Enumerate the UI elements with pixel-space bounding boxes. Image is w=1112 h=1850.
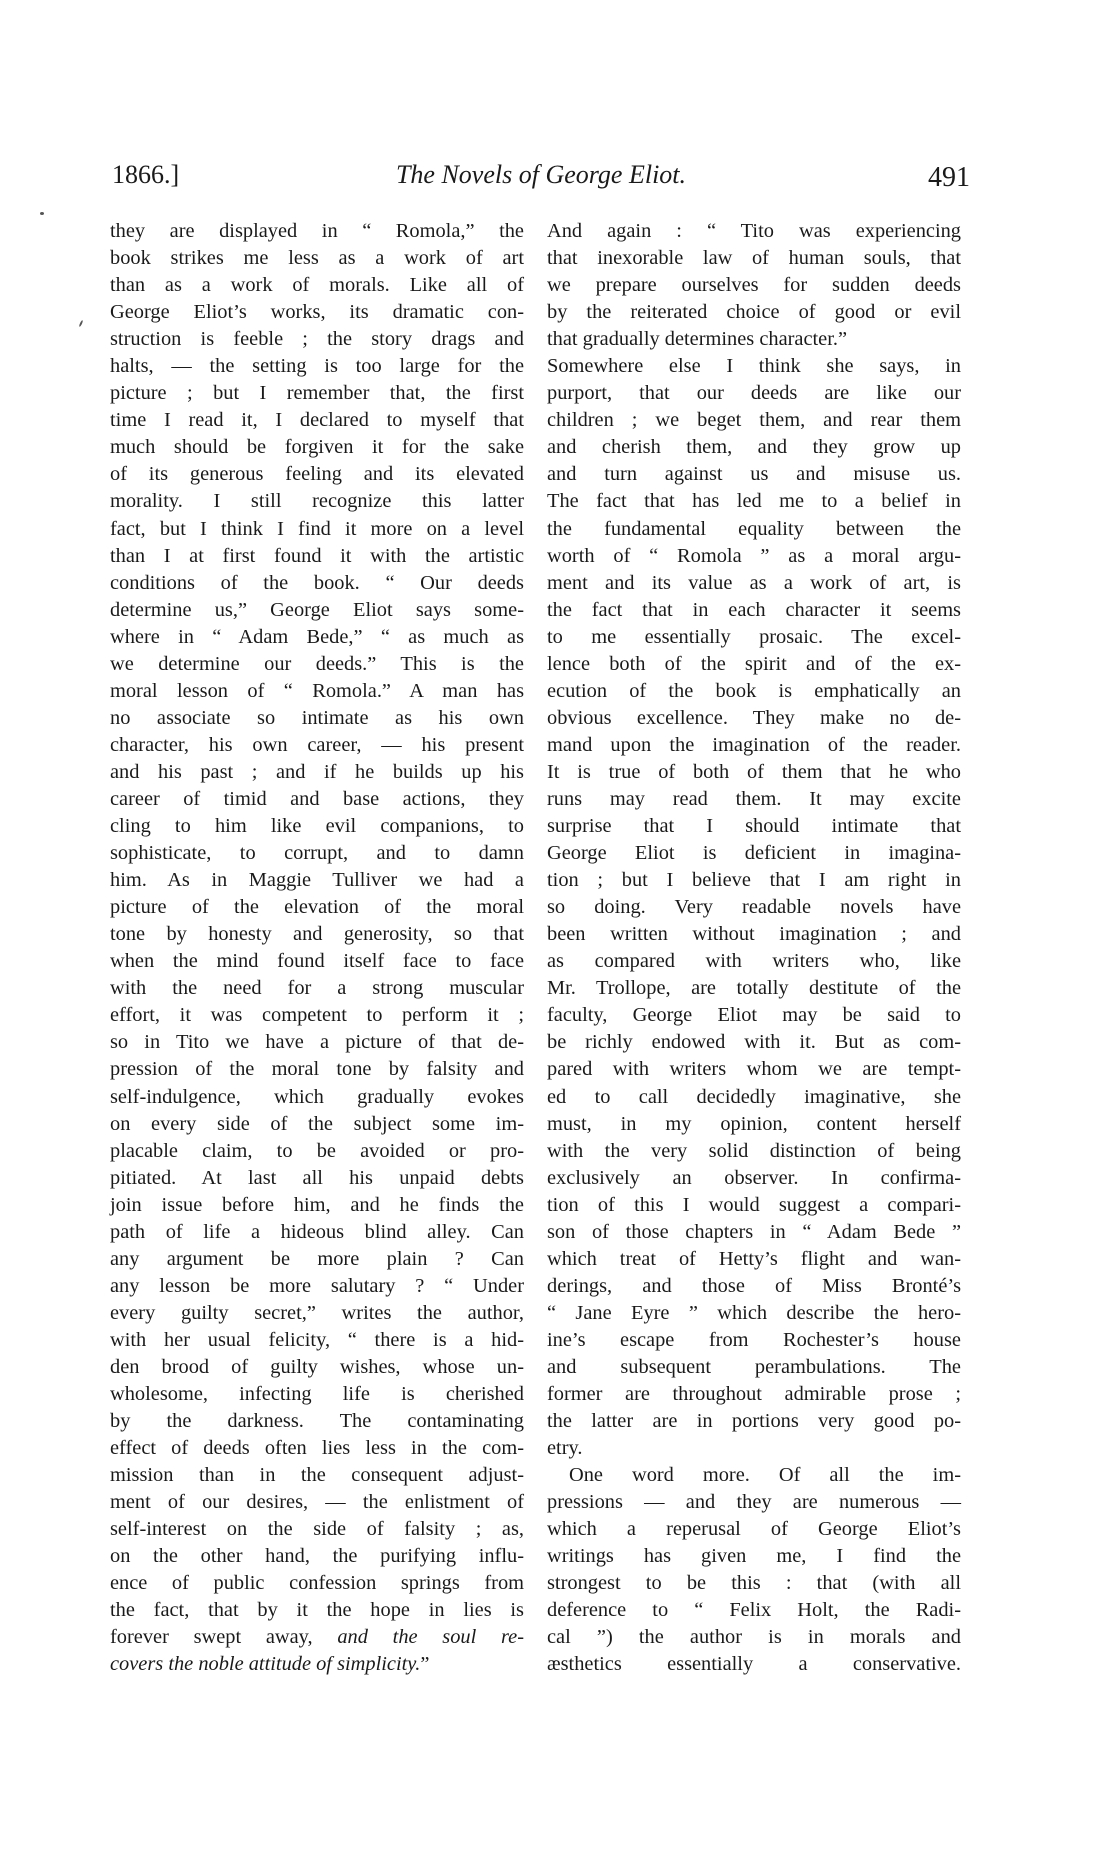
text-line: former are throughout admirable prose ; <box>547 1383 961 1406</box>
text-line: Mr. Trollope, are totally destitute of the <box>547 977 961 1000</box>
text-line: and his past ; and if he builds up his <box>110 760 524 783</box>
text-line: ment and its value as a work of art, is <box>547 571 961 594</box>
text-line: æsthetics essentially a conservative. <box>547 1653 961 1676</box>
text-line: runs may read them. It may excite <box>547 787 961 810</box>
text-line <box>110 1651 524 1678</box>
text-line: tone by honesty and generosity, so that <box>110 923 524 946</box>
header-year: 1866.] <box>112 160 180 189</box>
running-head <box>112 160 970 200</box>
text-line: with her usual felicity, “ there is a hid- <box>110 1328 524 1351</box>
text-line: the latter are in portions very good po- <box>547 1410 961 1433</box>
text-line: son of those chapters in “ Adam Bede ” <box>547 1220 961 1243</box>
text-line: conditions of the book. “ Our deeds <box>110 571 524 594</box>
text-line: much should be forgiven it for the sake <box>110 436 524 459</box>
header-title: The Novels of George Eliot. <box>395 160 687 189</box>
text-line: One word more. Of all the im- <box>569 1464 961 1487</box>
text-line: pared with writers whom we are tempt- <box>547 1058 961 1081</box>
text-line: join issue before him, and he finds the <box>110 1193 524 1216</box>
text-line: be richly endowed with it. But as com- <box>547 1031 961 1054</box>
text-line: which treat of Hetty’s flight and wan- <box>547 1247 961 1270</box>
text-line: every guilty secret,” writes the author, <box>110 1301 524 1324</box>
text-line: on the other hand, the purifying influ- <box>110 1545 524 1568</box>
text-line: picture ; but I remember that, the first <box>110 382 524 405</box>
text-line: with the very solid distinction of being <box>547 1139 961 1162</box>
text-line: ine’s escape from Rochester’s house <box>547 1328 961 1351</box>
text-line: morality. I still recognize this latter <box>110 490 524 513</box>
text-line: on every side of the subject some im- <box>110 1112 524 1135</box>
left-column <box>110 218 524 1679</box>
text-line: moral lesson of “ Romola.” A man has <box>110 679 524 702</box>
text-line: and turn against us and misuse us. <box>547 463 961 486</box>
text-line: The fact that has led me to a belief in <box>547 490 961 513</box>
margin-mark <box>79 320 84 327</box>
text-line: with the need for a strong muscular <box>110 977 524 1000</box>
text-line <box>110 1624 524 1651</box>
right-column <box>547 218 961 1679</box>
text-line: than I at first found it with the artistic <box>110 544 524 567</box>
text-line: and subsequent perambulations. The <box>547 1355 961 1378</box>
text-line: etry. <box>547 1437 583 1460</box>
text-line: tion ; but I believe that I am right in <box>547 869 961 892</box>
text-line: by the darkness. The contaminating <box>110 1410 524 1433</box>
text-line: Somewhere else I think she says, in <box>547 355 961 378</box>
text-line: faculty, George Eliot may be said to <box>547 1004 961 1027</box>
text-line: effect of deeds often lies less in the com- <box>110 1437 524 1460</box>
text-line: of its generous feeling and its elevated <box>110 463 524 486</box>
text-line: fact, but I think I find it more on a level <box>110 517 524 540</box>
text-line: character, his own career, — his present <box>110 733 524 756</box>
text-line: cling to him like evil companions, to <box>110 815 524 838</box>
text-line: the fact that in each character it seems <box>547 598 961 621</box>
text-line: ence of public confession springs from <box>110 1572 524 1595</box>
text-line: we determine our deeds.” This is the <box>110 652 524 675</box>
text-line: children ; we beget them, and rear them <box>547 409 961 432</box>
text-line: surprise that I should intimate that <box>547 815 961 838</box>
page-number: 491 <box>928 162 970 193</box>
italic-run: covers the noble attitude of simplicity. <box>110 1653 421 1676</box>
text-line: George Eliot is deficient in imagina- <box>547 842 961 865</box>
italic-run: and the soul re- <box>337 1626 524 1649</box>
text-line: and cherish them, and they grow up <box>547 436 961 459</box>
text-line: wholesome, infecting life is cherished <box>110 1383 524 1406</box>
text-line: It is true of both of them that he who <box>547 760 961 783</box>
text-line: placable claim, to be avoided or pro- <box>110 1139 524 1162</box>
text-line: which a reperusal of George Eliot’s <box>547 1518 961 1541</box>
text-line: as compared with writers who, like <box>547 950 961 973</box>
text-line: where in “ Adam Bede,” “ as much as <box>110 625 524 648</box>
text-line: tion of this I would suggest a compari- <box>547 1193 961 1216</box>
text-line: self-interest on the side of falsity ; as, <box>110 1518 524 1541</box>
text-line: strongest to be this : that (with all <box>547 1572 961 1595</box>
text-line: pitiated. At last all his unpaid debts <box>110 1166 524 1189</box>
text-line: they are displayed in “ Romola,” the <box>110 220 524 242</box>
text-line: to me essentially prosaic. The excel- <box>547 625 961 648</box>
text-line: that inexorable law of human souls, that <box>547 247 961 270</box>
text-line: mission than in the consequent adjust- <box>110 1464 524 1487</box>
text-line: struction is feeble ; the story drags and <box>110 328 524 351</box>
text-line: must, in my opinion, content herself <box>547 1112 961 1135</box>
text-line: book strikes me less as a work of art <box>110 247 524 270</box>
text-line: path of life a hideous blind alley. Can <box>110 1220 524 1243</box>
text-line: by the reiterated choice of good or evil <box>547 301 961 324</box>
text-line: when the mind found itself face to face <box>110 950 524 973</box>
text-line: than as a work of morals. Like all of <box>110 274 524 297</box>
text-line: career of timid and base actions, they <box>110 787 524 810</box>
text-line: cal ”) the author is in morals and <box>547 1626 961 1649</box>
text-line: been written without imagination ; and <box>547 923 961 946</box>
text-line: mand upon the imagination of the reader. <box>547 733 961 756</box>
text-line: him. As in Maggie Tulliver we had a <box>110 869 524 892</box>
text-line: that gradually determines character.” <box>547 328 848 351</box>
text-run: forever swept away, <box>110 1626 338 1649</box>
text-line: purport, that our deeds are like our <box>547 382 961 405</box>
text-line: George Eliot’s works, its dramatic con- <box>110 301 524 324</box>
text-line: no associate so intimate as his own <box>110 706 524 729</box>
text-line: worth of “ Romola ” as a moral argu- <box>547 544 961 567</box>
text-line: time I read it, I declared to myself that <box>110 409 524 432</box>
text-line: we prepare ourselves for sudden deeds <box>547 274 961 297</box>
text-line: “ Jane Eyre ” which describe the hero- <box>547 1301 961 1324</box>
text-line: halts, — the setting is too large for the <box>110 355 524 378</box>
text-line: den brood of guilty wishes, whose un- <box>110 1355 524 1378</box>
text-line: the fundamental equality between the <box>547 517 961 540</box>
text-line: deference to “ Felix Holt, the Radi- <box>547 1599 961 1622</box>
text-line: lence both of the spirit and of the ex- <box>547 652 961 675</box>
text-line: any lesson be more salutary ? “ Under <box>110 1274 524 1297</box>
text-line: And again : “ Tito was experiencing <box>547 220 961 242</box>
text-line: writings has given me, I find the <box>547 1545 961 1568</box>
text-line: effort, it was competent to perform it ; <box>110 1004 524 1027</box>
text-line: ecution of the book is emphatically an <box>547 679 961 702</box>
text-line: self-indulgence, which gradually evokes <box>110 1085 524 1108</box>
text-line: any argument be more plain ? Can <box>110 1247 524 1270</box>
text-line: obvious excellence. They make no de- <box>547 706 961 729</box>
text-line: so doing. Very readable novels have <box>547 896 961 919</box>
margin-mark <box>40 212 44 215</box>
text-line: pression of the moral tone by falsity and <box>110 1058 524 1081</box>
text-line: picture of the elevation of the moral <box>110 896 524 919</box>
text-line: pressions — and they are numerous — <box>547 1491 961 1514</box>
text-line: derings, and those of Miss Bronté’s <box>547 1274 961 1297</box>
text-line: determine us,” George Eliot says some- <box>110 598 524 621</box>
text-line: ed to call decidedly imaginative, she <box>547 1085 961 1108</box>
text-line: exclusively an observer. In confirma- <box>547 1166 961 1189</box>
text-line: the fact, that by it the hope in lies is <box>110 1599 524 1622</box>
text-line: ment of our desires, — the enlistment of <box>110 1491 524 1514</box>
text-line: so in Tito we have a picture of that de- <box>110 1031 524 1054</box>
text-run: ” <box>420 1653 430 1676</box>
text-line: sophisticate, to corrupt, and to damn <box>110 842 524 865</box>
